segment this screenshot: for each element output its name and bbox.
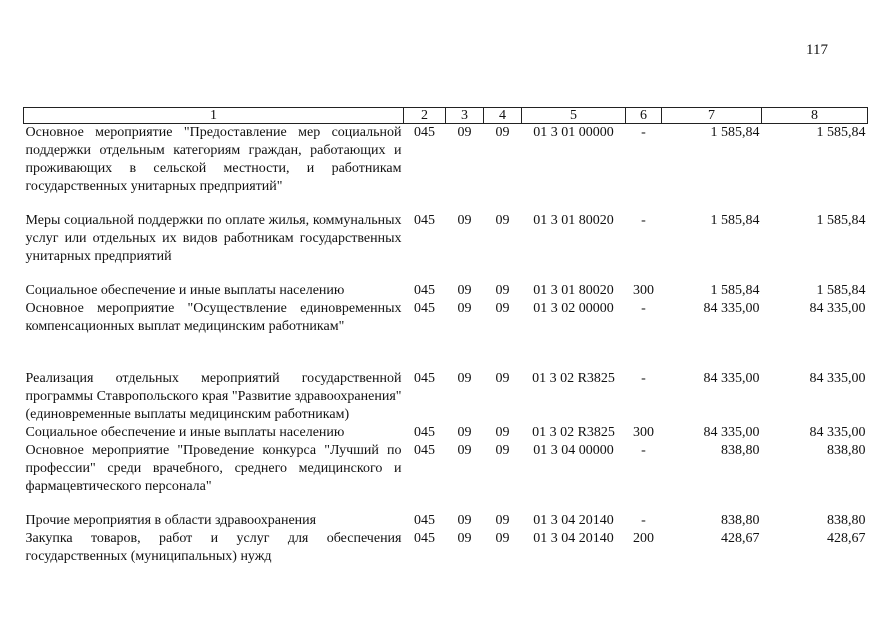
- amount-col7: 84 335,00: [703, 371, 760, 386]
- amount-col8: 1 585,84: [816, 125, 866, 140]
- table-row: [24, 300, 868, 336]
- budget-table: [23, 107, 868, 566]
- amount-col7: 1 585,84: [710, 125, 760, 140]
- glava-code: 045: [414, 125, 435, 140]
- amount-col7: 428,67: [721, 531, 760, 546]
- column-header: 5: [522, 108, 626, 124]
- subsection-code: 09: [495, 213, 510, 228]
- item-name: Основное мероприятие "Осуществление единовременных компенсационных выплат медицинским работникам": [25, 301, 402, 334]
- expense-type-code: -: [641, 125, 646, 140]
- glava-code: 045: [414, 213, 435, 228]
- amount-col8: 838,80: [827, 513, 866, 528]
- target-article-code: 01 3 02 R3825: [532, 425, 615, 440]
- column-header: 7: [662, 108, 762, 124]
- section-code: 09: [457, 125, 472, 140]
- item-name: Основное мероприятие "Предоставление мер социальной поддержки отдельным категориям граждан, работающих и проживающих в сельской местности, и работникам государственных унитарных предприятий": [25, 125, 402, 194]
- table-row: [24, 512, 868, 530]
- expense-type-code: -: [641, 371, 646, 386]
- glava-code: 045: [414, 443, 435, 458]
- section-code: 09: [457, 301, 472, 316]
- target-article-code: 01 3 04 20140: [533, 531, 614, 546]
- column-header: 2: [404, 108, 446, 124]
- table-header-row: [24, 108, 868, 124]
- target-article-code: 01 3 01 80020: [533, 283, 614, 298]
- target-article-code: 01 3 04 20140: [533, 513, 614, 528]
- table-row: [24, 370, 868, 424]
- expense-type-code: 200: [633, 531, 654, 546]
- amount-col8: 84 335,00: [809, 371, 866, 386]
- target-article-code: 01 3 01 80020: [533, 213, 614, 228]
- subsection-code: 09: [495, 513, 510, 528]
- item-name: Меры социальной поддержки по оплате жилья, коммунальных услуг или отдельных их видов работникам государственных унитарных предприятий: [25, 213, 402, 264]
- section-code: 09: [457, 443, 472, 458]
- subsection-code: 09: [495, 425, 510, 440]
- amount-col7: 84 335,00: [703, 301, 760, 316]
- glava-code: 045: [414, 301, 435, 316]
- section-code: 09: [457, 513, 472, 528]
- column-header: 4: [484, 108, 522, 124]
- table-row: [24, 424, 868, 442]
- page-number: 117: [806, 42, 828, 58]
- expense-type-code: 300: [633, 283, 654, 298]
- glava-code: 045: [414, 371, 435, 386]
- amount-col8: 838,80: [827, 443, 866, 458]
- table-row: [24, 282, 868, 300]
- column-header: 1: [24, 108, 404, 124]
- item-name: Социальное обеспечение и иные выплаты населению: [25, 425, 345, 440]
- item-name: Реализация отдельных мероприятий государственной программы Ставропольского края "Развитие здравоохранения" (единовременные выплаты медицинским работникам): [25, 371, 402, 422]
- expense-type-code: -: [641, 513, 646, 528]
- subsection-code: 09: [495, 125, 510, 140]
- expense-type-code: -: [641, 213, 646, 228]
- amount-col8: 84 335,00: [809, 425, 866, 440]
- target-article-code: 01 3 04 00000: [533, 443, 614, 458]
- item-name: Закупка товаров, работ и услуг для обеспечения государственных (муниципальных) нужд: [25, 531, 402, 564]
- amount-col8: 1 585,84: [816, 283, 866, 298]
- section-code: 09: [457, 283, 472, 298]
- amount-col8: 1 585,84: [816, 213, 866, 228]
- subsection-code: 09: [495, 371, 510, 386]
- section-code: 09: [457, 531, 472, 546]
- amount-col7: 1 585,84: [710, 283, 760, 298]
- item-name: Социальное обеспечение и иные выплаты населению: [25, 283, 345, 298]
- section-code: 09: [457, 213, 472, 228]
- subsection-code: 09: [495, 283, 510, 298]
- expense-type-code: -: [641, 301, 646, 316]
- amount-col7: 84 335,00: [703, 425, 760, 440]
- glava-code: 045: [414, 513, 435, 528]
- amount-col8: 428,67: [827, 531, 866, 546]
- expense-type-code: -: [641, 443, 646, 458]
- amount-col7: 838,80: [721, 513, 760, 528]
- amount-col7: 1 585,84: [710, 213, 760, 228]
- target-article-code: 01 3 02 R3825: [532, 371, 615, 386]
- table-row: [24, 212, 868, 266]
- table-row: [24, 442, 868, 496]
- section-code: 09: [457, 371, 472, 386]
- column-header: 6: [626, 108, 662, 124]
- subsection-code: 09: [495, 443, 510, 458]
- target-article-code: 01 3 01 00000: [533, 125, 614, 140]
- glava-code: 045: [414, 283, 435, 298]
- column-header: 3: [446, 108, 484, 124]
- target-article-code: 01 3 02 00000: [533, 301, 614, 316]
- subsection-code: 09: [495, 531, 510, 546]
- subsection-code: 09: [495, 301, 510, 316]
- section-code: 09: [457, 425, 472, 440]
- amount-col7: 838,80: [721, 443, 760, 458]
- table-row: [24, 530, 868, 566]
- glava-code: 045: [414, 425, 435, 440]
- table-row: [24, 124, 868, 197]
- item-name: Основное мероприятие "Проведение конкурса "Лучший по профессии" среди врачебного, среднего медицинского и фармацевтического персонала": [25, 443, 402, 494]
- column-header: 8: [762, 108, 868, 124]
- glava-code: 045: [414, 531, 435, 546]
- amount-col8: 84 335,00: [809, 301, 866, 316]
- item-name: Прочие мероприятия в области здравоохранения: [25, 513, 317, 528]
- expense-type-code: 300: [633, 425, 654, 440]
